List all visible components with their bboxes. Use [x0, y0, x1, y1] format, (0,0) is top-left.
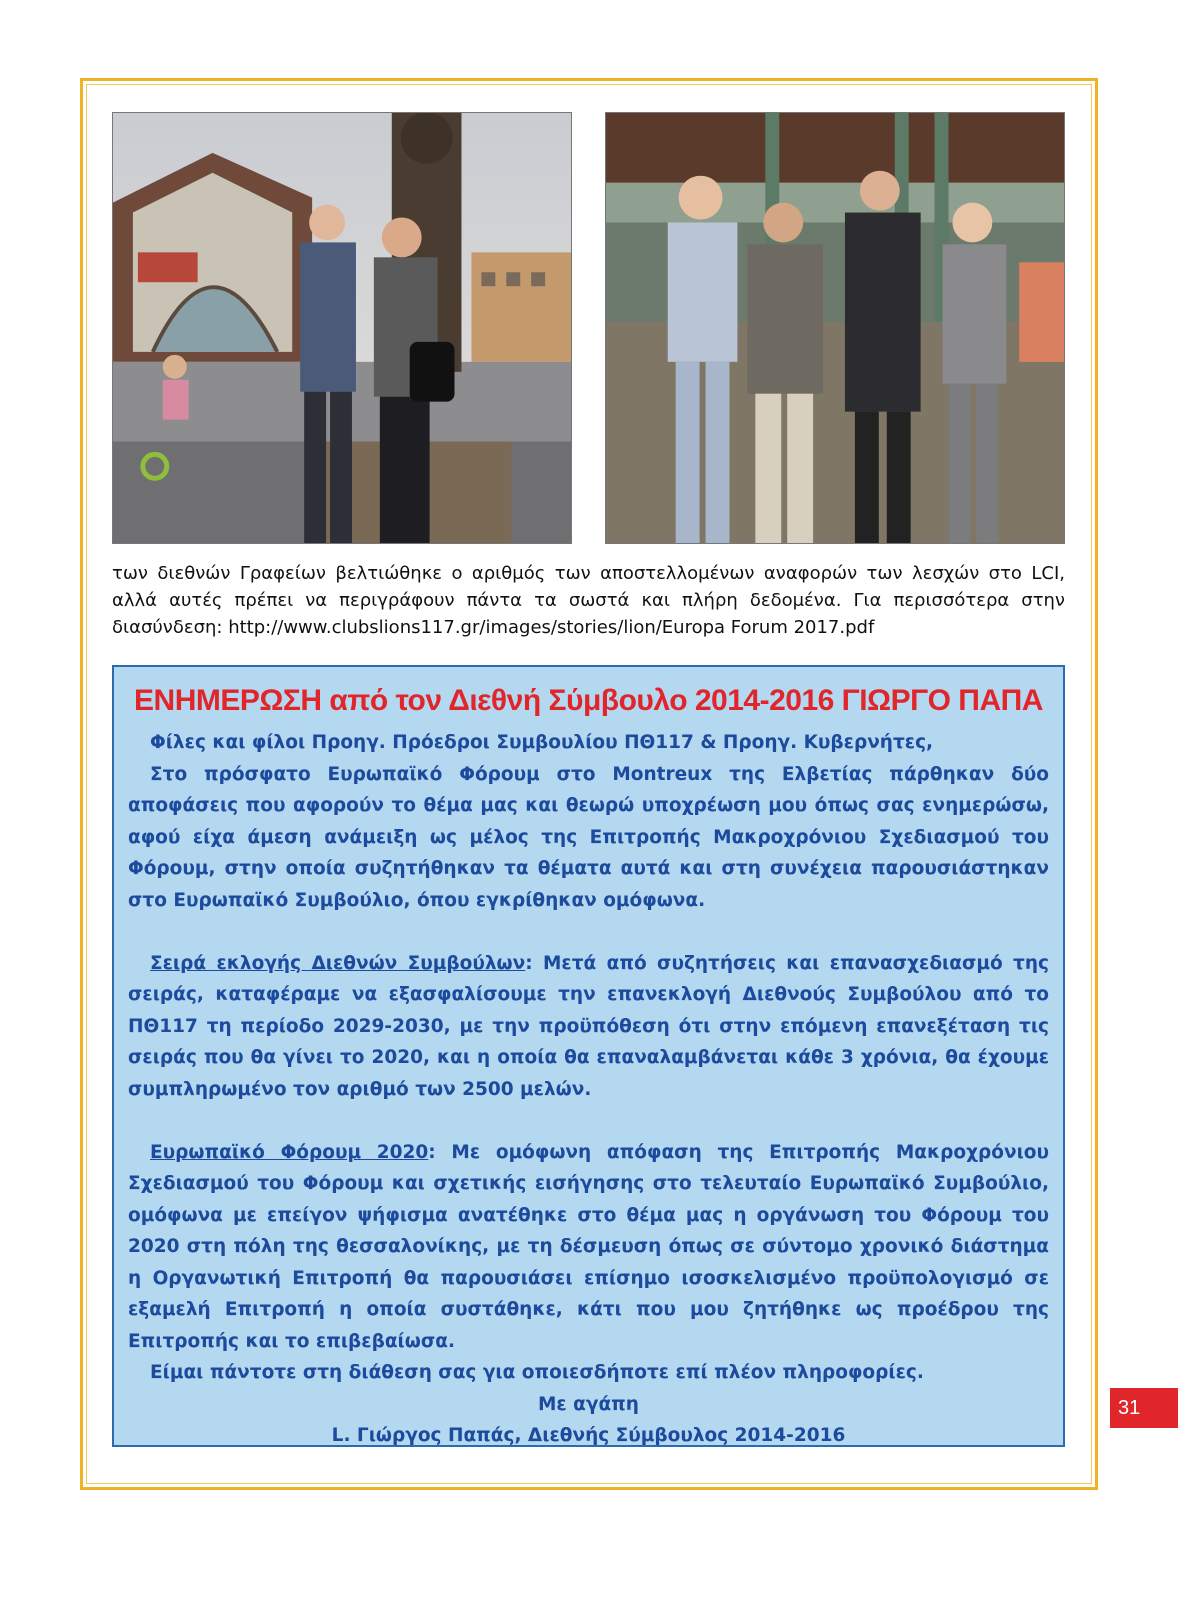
election-order-text: : Μετά από συζητήσεις και επανασχεδιασμό της σειράς, καταφέραμε να εξασφαλίσουμε την επανεκλογή Διεθνούς Συμβούλου από το ΠΘ117 τη περίοδο 2029-2030, με την προϋπόθεση ότι στην επόμενη επανεξέταση τις σειράς που θα γίνει το 2020, και η οποία θα επαναλαμβάνεται κάθε 3 χρόνια, θα έχουμε συμπληρωμένο τον αριθμό των 2500 μελών. — [128, 952, 1050, 1100]
announcement-title: ΕΝΗΜΕΡΩΣΗ από τον Διεθνή Σύμβουλο 2014-2016 ΓΙΩΡΓΟ ΠΑΠΑ — [134, 684, 1043, 717]
forum-2020-text: : Με ομόφωνη απόφαση της Επιτροπής Μακροχρόνιου Σχεδιασμού του Φόρουμ και σχετικής εισήγησης στο τελευταίο Ευρωπαϊκό Συμβούλιο, ομόφωνα με επείγον ψήφισμα ανατέθηκε στο θέμα μας η οργάνωση του Φόρουμ του 2020 στη πόλη της θεσσαλονίκης, με τη δέσμευση όπως σε σύντομο χρονικό διάστημα η Οργανωτική Επιτροπή θα παρουσιάσει επίσημο ισοσκελισμένο προϋπολογισμό σε εξαμελή Επιτροπή η οποία συστάθηκε, κάτι που μου ζητήθηκε ως προέδρου της Επιτροπής και το επιβεβαίωσα. — [128, 1141, 1049, 1352]
signature: L. Γιώργος Παπάς, Διεθνής Σύμβουλος 2014-2016 — [331, 1425, 846, 1446]
announcement-box — [112, 665, 1065, 1447]
announcement-body — [128, 727, 1049, 1452]
page-number: 31 — [1110, 1388, 1178, 1428]
closing-line: Είμαι πάντοτε στη διάθεση σας για οποιεσδήποτε επί πλέον πληροφορίες. — [150, 1362, 924, 1383]
intro-paragraph — [112, 560, 1065, 641]
paragraph-election-order — [128, 948, 1049, 1106]
paragraph-forum-2020 — [128, 1137, 1049, 1358]
photo-group-four — [605, 112, 1065, 544]
paragraph-forum-decisions: Στο πρόσφατο Ευρωπαϊκό Φόρουμ στο Montreux της Ελβετίας πάρθηκαν δύο αποφάσεις που αφορούν το θέμα μας και θεωρώ υποχρέωση μου όπως σας ενημερώσω, αφού είχα άμεση ανάμειξη ως μέλος της Επιτροπής Μακροχρόνιου Σχεδιασμού του Φόρουμ, στην οποία συζητήθηκαν τα θέματα αυτά και στη συνέχεια παρουσιάστηκαν στο Ευρωπαϊκό Συμβούλιο, όπου εγκρίθηκαν ομόφωνα. — [128, 763, 1049, 911]
intro-text: των διεθνών Γραφείων βελτιώθηκε ο αριθμός των αποστελλομένων αναφορών των λεσχών στο LCI, αλλά αυτές πρέπει να περιγράφουν πάντα τα σωστά και πλήρη δεδομένα. Για περισσότερα στην διασύνδεση: http://www.clubslions117.gr/images/stories/lion/Europa Forum 2017.pdf — [112, 563, 1065, 638]
signoff: Με αγάπη — [538, 1393, 639, 1415]
forum-2020-heading: Ευρωπαϊκό Φόρουμ 2020 — [150, 1141, 429, 1163]
photo-statue-couple — [112, 112, 572, 544]
election-order-heading: Σειρά εκλογής Διεθνών Συμβούλων — [150, 952, 526, 974]
greeting: Φίλες και φίλοι Προηγ. Πρόεδροι Συμβουλίου ΠΘ117 & Προηγ. Κυβερνήτες, — [150, 732, 934, 753]
